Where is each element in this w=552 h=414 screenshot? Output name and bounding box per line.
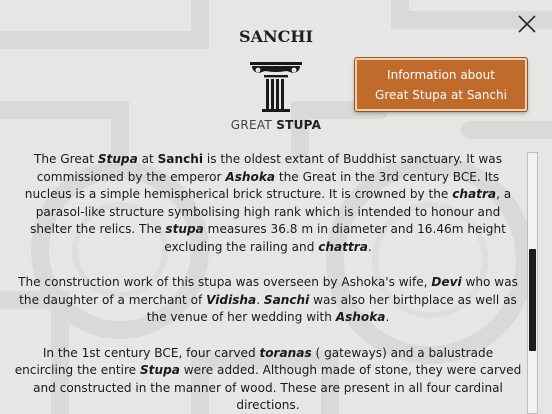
subtitle-stupa: STUPA: [276, 118, 322, 132]
emphasis-bold-italic: Stupa: [97, 152, 138, 166]
emphasis-bold-italic: Devi: [431, 275, 462, 290]
emphasis-bold-italic: Stupa: [139, 363, 180, 378]
paragraph-2: [14, 274, 522, 327]
page-title: [196, 27, 356, 46]
text-run: In the 1st century BCE, four carved: [42, 345, 260, 360]
pillar-column-icon: [246, 60, 306, 112]
text-run: is the oldest extant of Buddhist sanctuary. It was commissioned by the emperor: [36, 152, 503, 184]
page-title-text: SANCHI: [239, 27, 313, 46]
emphasis-bold-italic: Vidisha: [206, 292, 257, 307]
paragraph-3: [14, 345, 522, 414]
scrollbar-thumb[interactable]: [529, 249, 536, 351]
information-button[interactable]: [355, 58, 527, 111]
text-run: measures 36.8 m in diameter and 16.46m height excluding the railing and: [164, 222, 506, 254]
text-run: The Great: [33, 152, 98, 166]
scrollbar-track[interactable]: [527, 152, 538, 414]
information-button-line2: Great Stupa at Sanchi: [375, 87, 507, 102]
page-subtitle: [196, 118, 356, 132]
emphasis-bold-italic: chattra: [318, 239, 368, 254]
text-run: were added. Although made of stone, they were carved and constructed in the manner of wood. These are present in all four cardinal directions.: [33, 363, 522, 413]
subtitle-great: GREAT: [230, 118, 277, 132]
information-button-line1: Information about: [387, 67, 495, 82]
text-run: at: [137, 152, 158, 166]
text-run: who was the daughter of a merchant of: [19, 275, 518, 307]
emphasis-bold: Sanchi: [157, 152, 203, 166]
text-run: The construction work of this stupa was overseen by Ashoka's wife,: [18, 275, 432, 290]
emphasis-bold-italic: Ashoka: [225, 169, 276, 184]
text-run: , a parasol-like structure symbolising high rank which is intended to honour and shelter the relics. The: [30, 187, 512, 237]
close-icon: [516, 13, 538, 35]
paragraph-1: [14, 151, 522, 257]
text-run: ( gateways) and a balustrade encircling the entire: [14, 345, 494, 378]
text-run: .: [256, 292, 264, 307]
emphasis-bold-italic: Sanchi: [263, 292, 310, 307]
emphasis-bold-italic: chatra: [452, 187, 497, 202]
text-run: .: [367, 239, 372, 254]
close-button[interactable]: [514, 11, 540, 37]
emphasis-bold-italic: stupa: [165, 222, 204, 237]
text-run: was also her birthplace as well as the venue of her wedding with: [146, 292, 517, 325]
emphasis-bold-italic: toranas: [259, 345, 312, 360]
text-run: .: [385, 310, 390, 325]
emphasis-bold-italic: Ashoka: [335, 310, 386, 325]
article-text: [14, 151, 522, 414]
text-run: the Great in the 3rd century BCE. Its nucleus is a simple hemispherical brick structure. It is crowned by the: [24, 169, 500, 202]
